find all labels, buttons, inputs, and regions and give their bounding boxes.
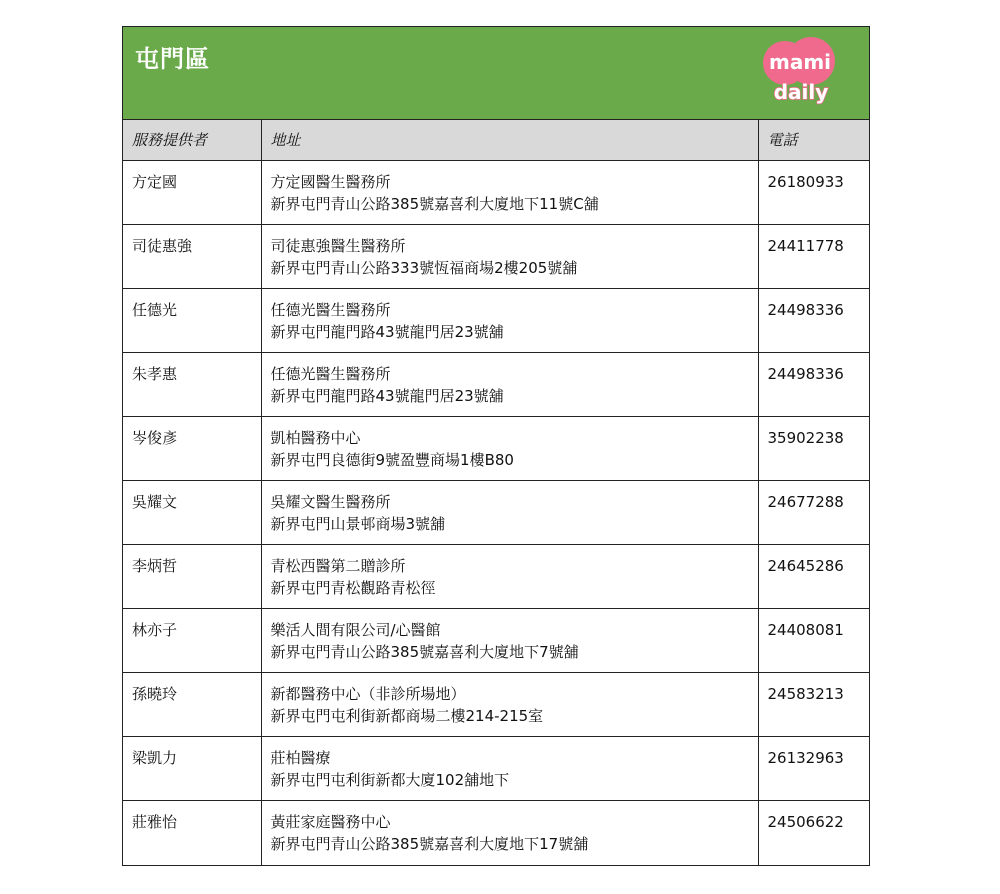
- street-address: 新界屯門龍門路43號龍門居23號舖: [270, 387, 504, 405]
- table-row: [123, 417, 869, 481]
- street-address: 新界屯門青山公路385號嘉喜利大廈地下7號舖: [270, 643, 579, 661]
- address-cell: [261, 609, 758, 673]
- clinic-name: 黃莊家庭醫務中心: [270, 813, 391, 831]
- phone-number: 26180933: [758, 161, 869, 225]
- address-cell: [261, 161, 758, 225]
- phone-number: 24411778: [758, 225, 869, 289]
- table-row: [123, 737, 869, 801]
- table-row: [123, 289, 869, 353]
- table-row: [123, 481, 869, 545]
- clinic-name: 樂活人間有限公司/心醫館: [270, 621, 441, 639]
- address-cell: [261, 289, 758, 353]
- mamidaily-logo: [755, 37, 847, 109]
- address-cell: [261, 417, 758, 481]
- provider-name: 岑俊彥: [123, 417, 261, 481]
- phone-number: 24408081: [758, 609, 869, 673]
- clinic-name: 司徒惠強醫生醫務所: [270, 237, 406, 255]
- phone-number: 24506622: [767, 813, 844, 831]
- provider-name: 方定國: [123, 161, 261, 225]
- provider-name: 朱孝惠: [123, 353, 261, 417]
- street-address: 新界屯門山景邨商場3號舖: [270, 515, 446, 533]
- clinic-name: 方定國醫生醫務所: [270, 173, 391, 191]
- header-row: [123, 120, 869, 161]
- clinic-name: 莊柏醫療: [270, 749, 331, 767]
- table-row: [123, 161, 869, 225]
- provider-name: 林亦子: [123, 609, 261, 673]
- street-address: 新界屯門良德街9號盈豐商場1樓B80: [270, 451, 514, 469]
- provider-table: [123, 120, 869, 865]
- table-row: [123, 353, 869, 417]
- provider-sheet: [122, 26, 870, 866]
- clinic-name: 吳耀文醫生醫務所: [270, 493, 391, 511]
- street-address: 新界屯門青山公路385號嘉喜利大廈地下11號C舖: [270, 195, 599, 213]
- provider-name: 任德光: [123, 289, 261, 353]
- logo-daily-text: daily: [773, 80, 829, 104]
- district-title: 屯門區: [135, 45, 210, 73]
- street-address: 新界屯門龍門路43號龍門居23號舖: [270, 323, 504, 341]
- address-cell: [261, 545, 758, 609]
- table-row: [123, 673, 869, 737]
- provider-name: 李炳哲: [123, 545, 261, 609]
- phone-number: 24677288: [758, 481, 869, 545]
- district-banner: [123, 27, 869, 120]
- clinic-name: 凱柏醫務中心: [270, 429, 361, 447]
- address-cell: [261, 737, 758, 801]
- street-address: 新界屯門青山公路333號恆福商場2樓205號舖: [270, 259, 578, 277]
- clinic-name: 青松西醫第二贈診所: [270, 557, 406, 575]
- table-row: [123, 545, 869, 609]
- column-header-provider: 服務提供者: [123, 120, 261, 161]
- column-header-address: 地址: [261, 120, 758, 161]
- logo-mami-text: mami: [768, 50, 832, 74]
- street-address: 新界屯門屯利街新都大廈102舖地下: [270, 771, 510, 789]
- provider-name: 梁凱力: [123, 737, 261, 801]
- phone-number: 24498336: [758, 353, 869, 417]
- address-cell: [261, 353, 758, 417]
- address-cell: [261, 673, 758, 737]
- street-address: 新界屯門青山公路385號嘉喜利大廈地下17號舖: [270, 835, 589, 853]
- phone-number: 24645286: [758, 545, 869, 609]
- clinic-name: 任德光醫生醫務所: [270, 365, 391, 383]
- phone-number: 24583213: [758, 673, 869, 737]
- clinic-name: 任德光醫生醫務所: [270, 301, 391, 319]
- provider-name: 吳耀文: [123, 481, 261, 545]
- phone-number: 26132963: [758, 737, 869, 801]
- provider-name: 莊雅怡: [123, 801, 261, 865]
- column-header-phone: 電話: [758, 120, 869, 161]
- table-row: [123, 609, 869, 673]
- provider-name: 孫曉玲: [123, 673, 261, 737]
- address-cell: [261, 801, 758, 865]
- address-cell: [261, 225, 758, 289]
- table-row: [123, 801, 869, 865]
- phone-number: 24498336: [758, 289, 869, 353]
- provider-name: 司徒惠強: [123, 225, 261, 289]
- address-cell: [261, 481, 758, 545]
- street-address: 新界屯門青松觀路青松徑: [270, 579, 436, 597]
- table-row: [123, 225, 869, 289]
- phone-number: 35902238: [758, 417, 869, 481]
- clinic-name: 新都醫務中心（非診所場地）: [270, 685, 466, 703]
- street-address: 新界屯門屯利街新都商場二樓214-215室: [270, 707, 544, 725]
